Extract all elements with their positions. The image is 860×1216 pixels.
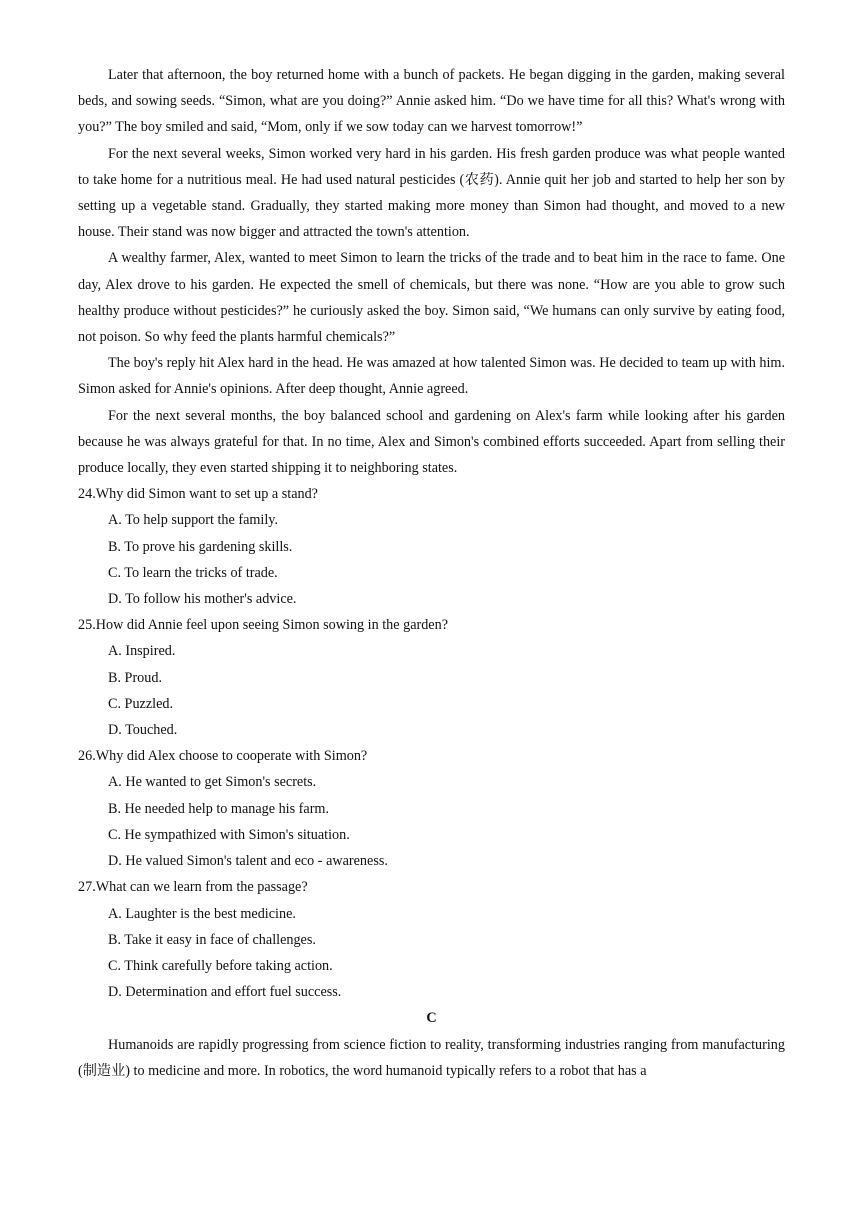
paragraph: For the next several months, the boy balanced school and gardening on Alex's farm while looking after his garden because he was always grateful for that. In no time, Alex and Simon's combined efforts succeeded. Apart from selling their produce locally, they even started shipping it to neighboring states. bbox=[78, 407, 785, 477]
option-b: B. Take it easy in face of challenges. bbox=[108, 931, 316, 948]
option-a: A. To help support the family. bbox=[108, 512, 279, 529]
section-title: C bbox=[426, 1010, 437, 1027]
option-d: D. Touched. bbox=[108, 722, 178, 739]
option-c: C. Puzzled. bbox=[108, 695, 174, 712]
question-25 bbox=[78, 612, 785, 743]
option-b: B. He needed help to manage his farm. bbox=[108, 800, 330, 817]
option-d: D. He valued Simon's talent and eco - awareness. bbox=[108, 853, 388, 870]
paragraph: For the next several weeks, Simon worked very hard in his garden. His fresh garden produce was what people wanted to take home for a nutritious meal. He had used natural pesticides (农药). Annie quit her job and started to help her son by setting up a vegetable stand. Gradually, they started making more money than Simon had thought, and moved to a new house. Their stand was now bigger and attracted the town's attention. bbox=[78, 145, 785, 241]
option-d: D. Determination and effort fuel success. bbox=[108, 984, 342, 1001]
paragraph: Later that afternoon, the boy returned home with a bunch of packets. He began digging in the garden, making several beds, and sowing seeds. “Simon, what are you doing?” Annie asked him. “Do we have time for all this? What's wrong with you?” The boy smiled and said, “Mom, only if we sow today can we harvest tomorrow!” bbox=[78, 67, 785, 136]
document-page bbox=[78, 62, 785, 1084]
question-27 bbox=[78, 874, 785, 1005]
option-b: B. Proud. bbox=[108, 669, 162, 686]
paragraph: The boy's reply hit Alex hard in the head. He was amazed at how talented Simon was. He decided to team up with him. Simon asked for Annie's opinions. After deep thought, Annie agreed. bbox=[78, 355, 785, 398]
option-c: C. He sympathized with Simon's situation. bbox=[108, 826, 350, 843]
option-b: B. To prove his gardening skills. bbox=[108, 538, 293, 555]
question-stem: 26.Why did Alex choose to cooperate with Simon? bbox=[78, 748, 368, 765]
option-c: C. To learn the tricks of trade. bbox=[108, 564, 278, 581]
option-a: A. He wanted to get Simon's secrets. bbox=[108, 774, 317, 791]
question-24 bbox=[78, 481, 785, 612]
option-a: A. Inspired. bbox=[108, 643, 176, 660]
option-d: D. To follow his mother's advice. bbox=[108, 591, 297, 608]
question-stem: 25.How did Annie feel upon seeing Simon sowing in the garden? bbox=[78, 617, 448, 634]
question-stem: 27.What can we learn from the passage? bbox=[78, 879, 308, 896]
option-a: A. Laughter is the best medicine. bbox=[108, 905, 296, 922]
paragraph: A wealthy farmer, Alex, wanted to meet Simon to learn the tricks of the trade and to beat him in the race to fame. One day, Alex drove to his garden. He expected the smell of chemicals, but there was none. “How are you able to grow such healthy produce without pesticides?” he curiously asked the boy. Simon said, “We humans can only survive by eating food, not poison. So why feed the plants harmful chemicals?” bbox=[78, 250, 785, 346]
option-c: C. Think carefully before taking action. bbox=[108, 957, 333, 974]
question-stem: 24.Why did Simon want to set up a stand? bbox=[78, 486, 318, 503]
question-26 bbox=[78, 743, 785, 874]
paragraph: Humanoids are rapidly progressing from science fiction to reality, transforming industries ranging from manufacturing (制造业) to medicine and more. In robotics, the word humanoid typically refers to a robot that has a bbox=[78, 1036, 785, 1079]
